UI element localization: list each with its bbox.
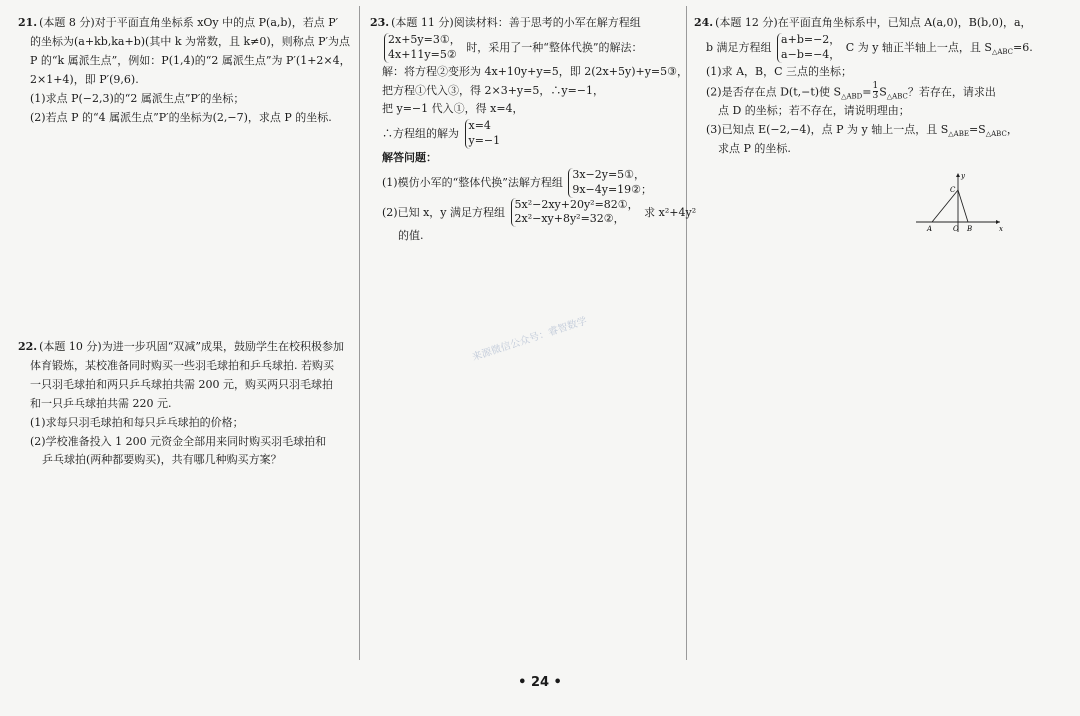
equation-system: 3x−2y=5①， 9x−4y=19②； (568, 168, 652, 198)
question-number: 24. (694, 16, 714, 29)
sub-question-3: (3)已知点 E(−2,−4)，点 P 为 y 轴上一点，且 S (706, 123, 949, 137)
sub-question-2: (2)若点 P 的“4 属派生点”P′的坐标为(2,−7)，求点 P 的坐标. (30, 110, 332, 124)
equation-system: 5x²−2xy+20y²=82①， 2x²−xy+8y²=32②， (511, 198, 639, 228)
solution-line: 把方程①代入③，得 2×3+y=5，∴y=−1， (382, 83, 605, 97)
y-label: y (961, 172, 965, 180)
question-number: 22. (18, 340, 38, 353)
text-line: ， (1006, 123, 1018, 137)
text-line: 体育锻炼，某校准备同时购买一些羽毛球拍和乒乓球拍. 若购买 (30, 358, 334, 372)
solution-line: 把 y=−1 代入①，得 x=4， (382, 102, 524, 116)
question-24 (694, 14, 1066, 159)
y-axis-arrow (956, 173, 960, 177)
column-divider (359, 6, 360, 660)
fraction: $\frac{1}{3}$ (872, 80, 879, 102)
text-line: (本题 12 分)在平面直角坐标系中，已知点 A(a,0)，B(b,0)，a， (715, 16, 1032, 29)
sub-question-2: (2)是否存在点 D(t,−t)使 S (706, 84, 842, 98)
text-line: (本题 11 分)阅读材料：善于思考的小军在解方程组 (391, 16, 641, 29)
text-line: =S (968, 123, 986, 137)
text-line: 一只羽毛球拍和两只乒乓球拍共需 200 元，购买两只羽毛球拍 (30, 377, 333, 391)
column-divider (686, 6, 687, 660)
text-line: 求 x²+4y² (644, 205, 697, 219)
text-line: C 为 y 轴正半轴上一点，且 S (845, 40, 992, 54)
text-line: 求点 P 的坐标. (718, 142, 791, 156)
sub-question-1: (1)模仿小军的“整体代换”法解方程组 (382, 175, 563, 189)
question-number: 23. (370, 16, 390, 29)
point-a-label: A (927, 225, 933, 233)
sub-question-2: (2)学校准备投入 1 200 元资金全部用来同时购买羽毛球拍和 (30, 434, 327, 448)
text-line: 点 D 的坐标；若不存在，请说明理由； (718, 104, 910, 118)
text-line: = (862, 84, 872, 98)
question-21 (18, 14, 350, 127)
watermark: 来源微信公众号：睿智数学 (470, 315, 589, 364)
text-line: =6. (1013, 40, 1033, 54)
sub-question-1: (1)求 A，B，C 三点的坐标； (706, 64, 853, 78)
text-line: 和一只乒乓球拍共需 220 元. (30, 396, 172, 410)
sub-question-1: (1)求点 P(−2,3)的“2 属派生点”P′的坐标； (30, 91, 245, 105)
origin-label: O (953, 225, 959, 233)
point-c-label: C (950, 186, 956, 194)
coordinate-diagram (914, 170, 1006, 234)
text-line: (本题 8 分)对于平面直角坐标系 xOy 中的点 P(a,b)，若点 P′ (39, 16, 339, 29)
text-line: 乒乓球拍(两种都要购买)，共有哪几种购买方案？ (42, 453, 282, 467)
text-line: (本题 10 分)为进一步巩固“双减”成果，鼓励学生在校积极参加 (39, 340, 344, 353)
text-line: ？若存在，请求出 (907, 84, 996, 98)
page-number: • 24 • (518, 675, 562, 690)
x-label: x (999, 225, 1003, 233)
solution-line: ∴方程组的解为 (382, 127, 459, 141)
subscript: △ABD (841, 92, 863, 101)
triangle-abc (932, 190, 968, 222)
text-line: b 满足方程组 (706, 40, 772, 54)
subscript: △ABC (991, 47, 1014, 56)
solution-system: x=4 y=−1 (465, 119, 501, 149)
text-line: 2×1+4)，即 P′(9,6). (30, 72, 139, 86)
subscript: △ABC (886, 92, 908, 101)
solution-line: 解：将方程②变形为 4x+10y+y=5，即 2(2x+5y)+y=5③， (382, 64, 688, 78)
question-22 (18, 338, 358, 470)
equation-system: a+b=−2， a−b=−4， (777, 33, 840, 63)
question-number: 21. (18, 16, 38, 29)
point-b-label: B (967, 225, 973, 233)
section-heading: 解答问题： (382, 151, 437, 164)
sub-question-1: (1)求每只羽毛球拍和每只乒乓球拍的价格； (30, 415, 244, 429)
equation-system: 2x+5y=3①， 4x+11y=5② (384, 33, 461, 63)
text-line: 的坐标为(a+kb,ka+b)(其中 k 为常数，且 k≠0)，则称点 P′为点 (30, 34, 351, 48)
x-axis-arrow (996, 220, 1000, 224)
subscript: △ABE (948, 130, 969, 139)
text-line: 的值. (398, 229, 424, 243)
text-line: P 的“k 属派生点”，例如：P(1,4)的“2 属派生点”为 P′(1+2×4， (30, 53, 351, 67)
text-line: S (879, 84, 887, 98)
text-line: 时，采用了一种“整体代换”的解法： (466, 40, 643, 54)
subscript: △ABC (985, 130, 1007, 139)
sub-question-2: (2)已知 x，y 满足方程组 (382, 205, 505, 219)
question-23 (370, 14, 697, 246)
